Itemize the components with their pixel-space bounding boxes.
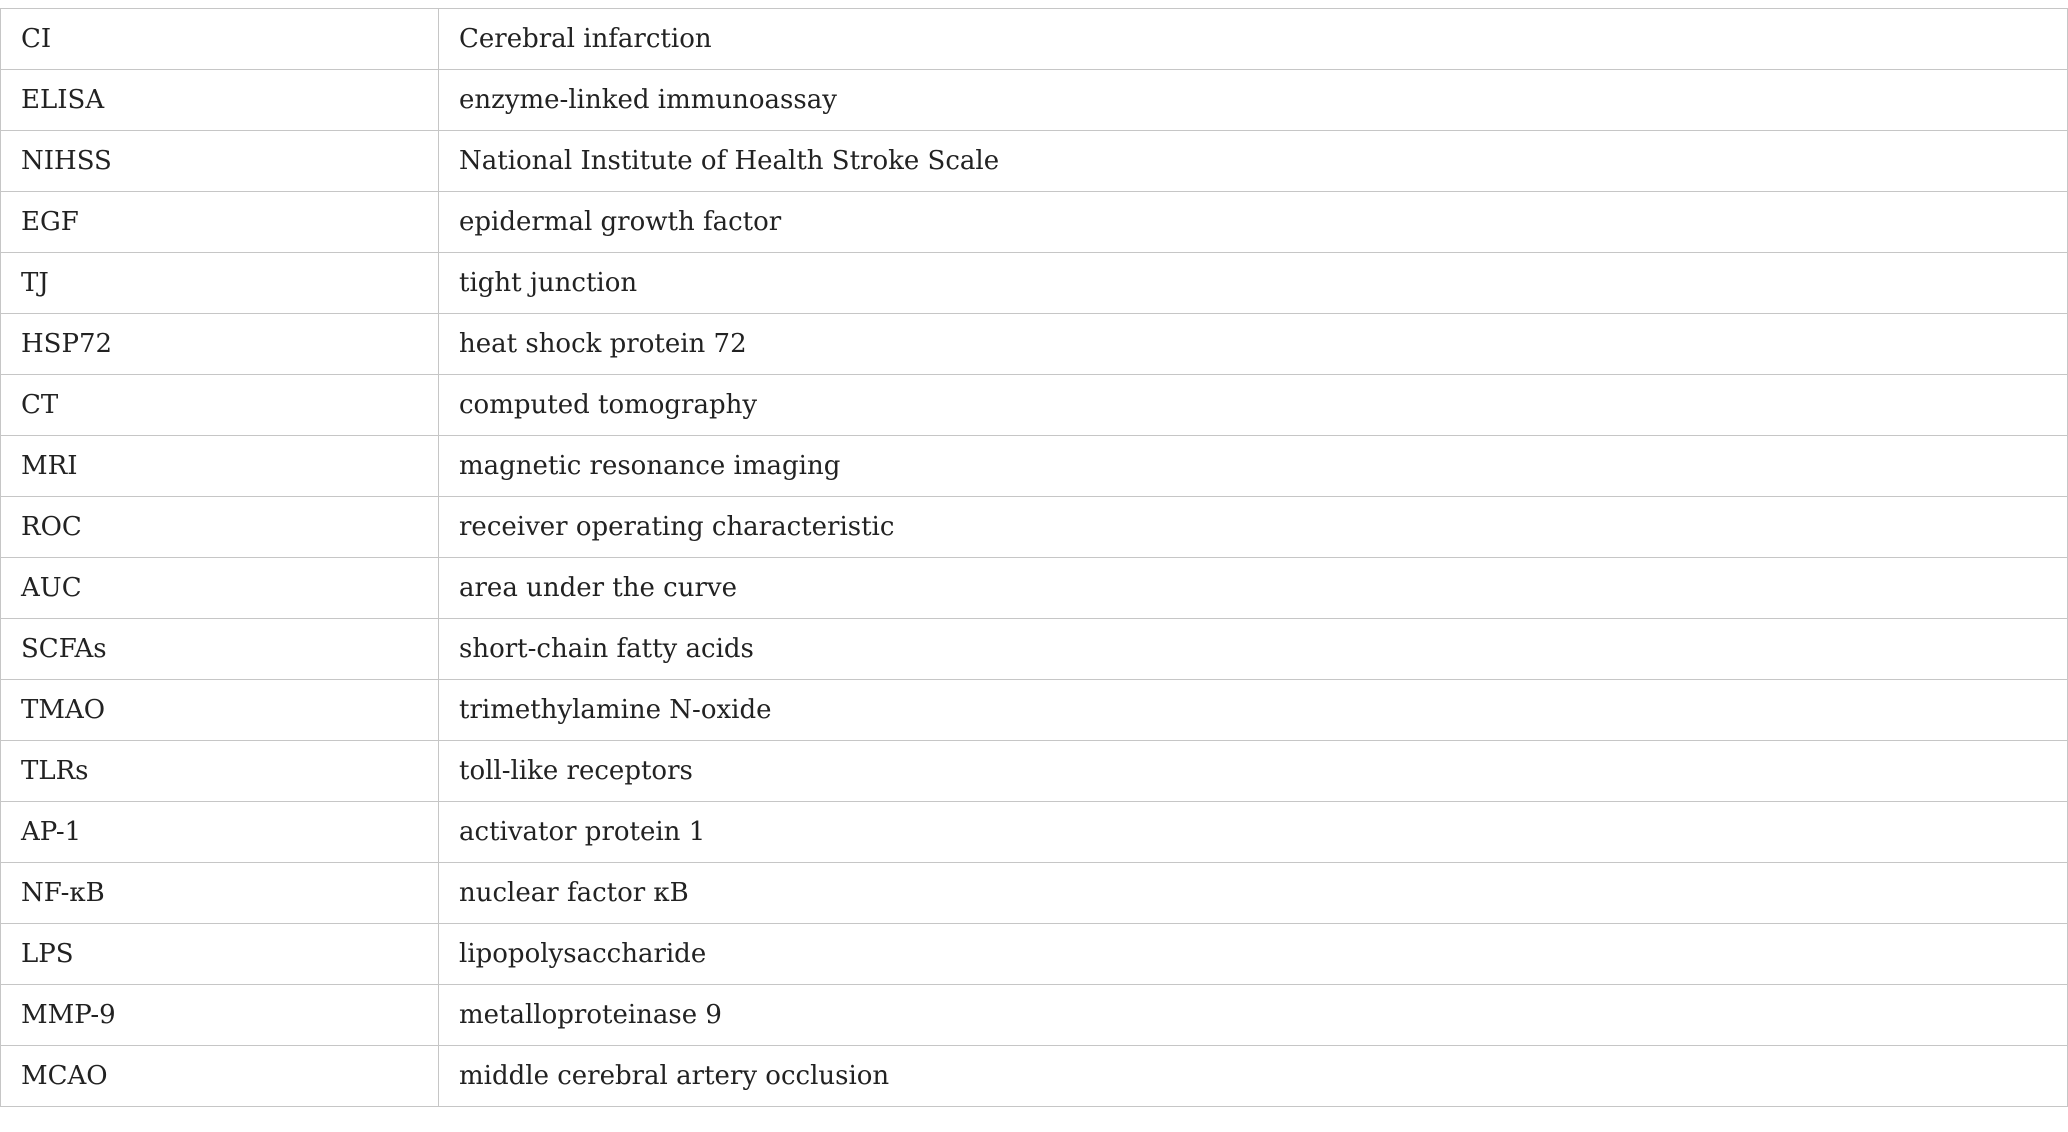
table-row [1, 9, 2068, 70]
definition-cell: computed tomography [439, 375, 2068, 436]
definition-cell: epidermal growth factor [439, 192, 2068, 253]
table-row [1, 985, 2068, 1046]
abbreviation-cell: TJ [1, 253, 439, 314]
table-row [1, 253, 2068, 314]
table-row [1, 497, 2068, 558]
definition-cell: area under the curve [439, 558, 2068, 619]
table-row [1, 680, 2068, 741]
abbreviation-cell: AP-1 [1, 802, 439, 863]
definition-cell: nuclear factor κB [439, 863, 2068, 924]
abbreviation-cell: ELISA [1, 70, 439, 131]
definition-cell: short-chain fatty acids [439, 619, 2068, 680]
definition-cell: magnetic resonance imaging [439, 436, 2068, 497]
abbreviation-cell: ROC [1, 497, 439, 558]
abbreviation-cell: MCAO [1, 1046, 439, 1107]
table-row [1, 131, 2068, 192]
definition-cell: tight junction [439, 253, 2068, 314]
table-row [1, 558, 2068, 619]
abbreviation-cell: AUC [1, 558, 439, 619]
definition-cell: receiver operating characteristic [439, 497, 2068, 558]
abbreviation-cell: HSP72 [1, 314, 439, 375]
table-row [1, 741, 2068, 802]
definition-cell: trimethylamine N-oxide [439, 680, 2068, 741]
table-row [1, 802, 2068, 863]
abbreviation-cell: TMAO [1, 680, 439, 741]
table-row [1, 70, 2068, 131]
definition-cell: middle cerebral artery occlusion [439, 1046, 2068, 1107]
definition-cell: enzyme-linked immunoassay [439, 70, 2068, 131]
abbreviation-cell: MMP-9 [1, 985, 439, 1046]
abbreviation-cell: NF-κB [1, 863, 439, 924]
abbreviation-cell: TLRs [1, 741, 439, 802]
table-row [1, 863, 2068, 924]
abbreviation-cell: SCFAs [1, 619, 439, 680]
abbreviation-cell: MRI [1, 436, 439, 497]
table-row [1, 436, 2068, 497]
table-row [1, 924, 2068, 985]
table-row [1, 1046, 2068, 1107]
definition-cell: activator protein 1 [439, 802, 2068, 863]
table-row [1, 314, 2068, 375]
definition-cell: heat shock protein 72 [439, 314, 2068, 375]
abbreviation-cell: NIHSS [1, 131, 439, 192]
definition-cell: lipopolysaccharide [439, 924, 2068, 985]
definition-cell: metalloproteinase 9 [439, 985, 2068, 1046]
abbreviation-cell: CT [1, 375, 439, 436]
definition-cell: toll-like receptors [439, 741, 2068, 802]
table-row [1, 192, 2068, 253]
table-row [1, 619, 2068, 680]
abbreviation-cell: LPS [1, 924, 439, 985]
abbreviations-table [0, 8, 2068, 1107]
abbreviation-cell: CI [1, 9, 439, 70]
definition-cell: Cerebral infarction [439, 9, 2068, 70]
abbreviations-table-body [1, 9, 2068, 1107]
table-row [1, 375, 2068, 436]
abbreviation-cell: EGF [1, 192, 439, 253]
definition-cell: National Institute of Health Stroke Scale [439, 131, 2068, 192]
